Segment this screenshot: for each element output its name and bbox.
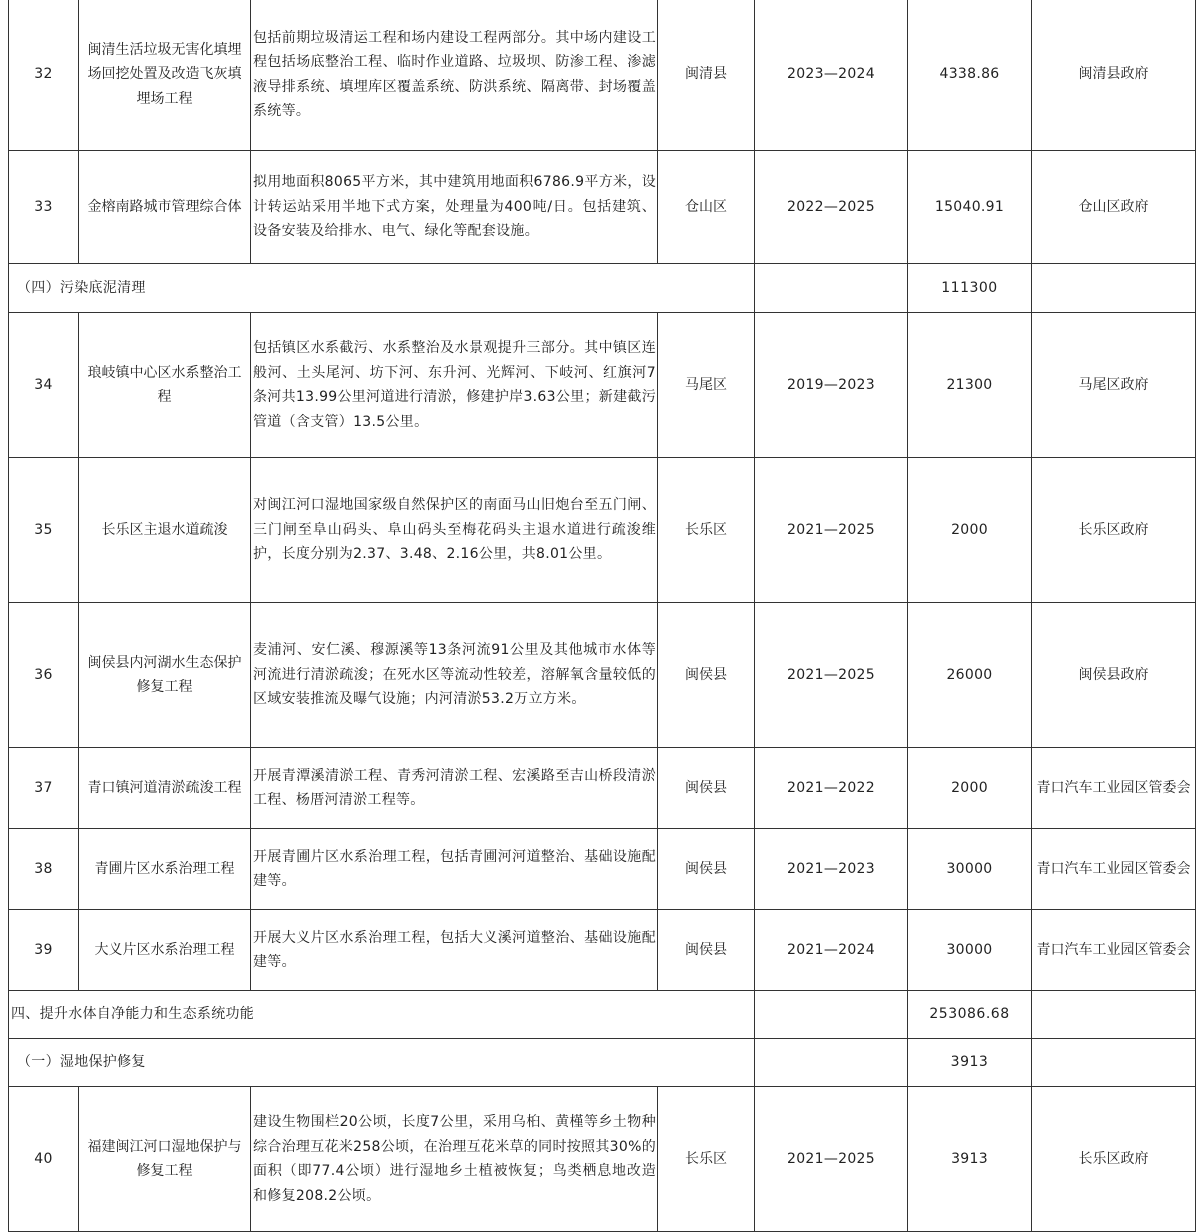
project-location: 闽侯县: [658, 748, 755, 829]
project-period: 2021—2023: [755, 829, 908, 910]
table-row: [9, 910, 1196, 991]
table-row: [9, 458, 1196, 603]
empty-cell: [755, 991, 908, 1039]
table-row: [9, 313, 1196, 458]
row-number: 38: [9, 829, 79, 910]
subsection-investment: 3913: [908, 1039, 1032, 1087]
section-investment: 253086.68: [908, 991, 1032, 1039]
project-investment: 26000: [908, 603, 1032, 748]
project-description: 麦浦河、安仁溪、穆源溪等13条河流91公里及其他城市水体等河流进行清淤疏浚；在死水区等流动性较差，溶解氧含量较低的区域安装推流及曝气设施；内河清淤53.2万立方米。: [251, 603, 658, 748]
table-row: [9, 748, 1196, 829]
project-period: 2021—2025: [755, 603, 908, 748]
project-table: [8, 0, 1196, 1232]
project-investment: 15040.91: [908, 151, 1032, 264]
project-description: 开展青圃片区水系治理工程，包括青圃河河道整治、基础设施配建等。: [251, 829, 658, 910]
project-location: 马尾区: [658, 313, 755, 458]
project-name: 福建闽江河口湿地保护与修复工程: [79, 1087, 251, 1232]
project-location: 仓山区: [658, 151, 755, 264]
empty-cell: [1032, 264, 1196, 313]
project-name: 大义片区水系治理工程: [79, 910, 251, 991]
project-name: 金榕南路城市管理综合体: [79, 151, 251, 264]
project-investment: 2000: [908, 458, 1032, 603]
subsection-row: [9, 264, 1196, 313]
project-period: 2021—2025: [755, 1087, 908, 1232]
empty-cell: [755, 264, 908, 313]
project-location: 闽侯县: [658, 910, 755, 991]
project-location: 闽清县: [658, 0, 755, 151]
project-period: 2021—2022: [755, 748, 908, 829]
responsible-unit: 青口汽车工业园区管委会: [1032, 748, 1196, 829]
table-row: [9, 603, 1196, 748]
project-description: 包括镇区水系截污、水系整治及水景观提升三部分。其中镇区连般河、土头尾河、坊下河、东升河、光辉河、下岐河、红旗河7条河共13.99公里河道进行清淤，修建护岸3.63公里；新建截污管道（含支管）13.5公里。: [251, 313, 658, 458]
row-number: 33: [9, 151, 79, 264]
project-period: 2019—2023: [755, 313, 908, 458]
table-row: [9, 1087, 1196, 1232]
responsible-unit: 青口汽车工业园区管委会: [1032, 829, 1196, 910]
project-investment: 30000: [908, 829, 1032, 910]
subsection-title: （四）污染底泥清理: [9, 264, 755, 313]
responsible-unit: 青口汽车工业园区管委会: [1032, 910, 1196, 991]
subsection-investment: 111300: [908, 264, 1032, 313]
project-name: 青圃片区水系治理工程: [79, 829, 251, 910]
table-row: [9, 0, 1196, 151]
project-investment: 3913: [908, 1087, 1032, 1232]
project-description: 建设生物围栏20公顷，长度7公里，采用乌桕、黄槿等乡土物种综合治理互花米258公顷，在治理互花米草的同时按照其30%的面积（即77.4公顷）进行湿地乡土植被恢复；鸟类栖息地改造和修复208.2公顷。: [251, 1087, 658, 1232]
project-investment: 21300: [908, 313, 1032, 458]
project-name: 闽侯县内河湖水生态保护修复工程: [79, 603, 251, 748]
project-description: 对闽江河口湿地国家级自然保护区的南面马山旧炮台至五门闸、三门闸至阜山码头、阜山码头至梅花码头主退水道进行疏浚维护，长度分别为2.37、3.48、2.16公里，共8.01公里。: [251, 458, 658, 603]
empty-cell: [1032, 991, 1196, 1039]
project-investment: 2000: [908, 748, 1032, 829]
table-row: [9, 829, 1196, 910]
project-name: 闽清生活垃圾无害化填埋场回挖处置及改造飞灰填埋场工程: [79, 0, 251, 151]
project-location: 闽侯县: [658, 829, 755, 910]
empty-cell: [755, 1039, 908, 1087]
row-number: 32: [9, 0, 79, 151]
responsible-unit: 长乐区政府: [1032, 1087, 1196, 1232]
project-description: 开展大义片区水系治理工程，包括大义溪河道整治、基础设施配建等。: [251, 910, 658, 991]
project-description: 开展青潭溪清淤工程、青秀河清淤工程、宏溪路至吉山桥段清淤工程、杨厝河清淤工程等。: [251, 748, 658, 829]
project-investment: 4338.86: [908, 0, 1032, 151]
project-investment: 30000: [908, 910, 1032, 991]
row-number: 34: [9, 313, 79, 458]
subsection-row: [9, 1039, 1196, 1087]
subsection-title: （一）湿地保护修复: [9, 1039, 755, 1087]
row-number: 39: [9, 910, 79, 991]
project-name: 琅岐镇中心区水系整治工程: [79, 313, 251, 458]
project-period: 2022—2025: [755, 151, 908, 264]
project-description: 拟用地面积8065平方米，其中建筑用地面积6786.9平方米，设计转运站采用半地下式方案，处理量为400吨/日。包括建筑、设备安装及给排水、电气、绿化等配套设施。: [251, 151, 658, 264]
table-row: [9, 151, 1196, 264]
row-number: 35: [9, 458, 79, 603]
row-number: 40: [9, 1087, 79, 1232]
project-name: 青口镇河道清淤疏浚工程: [79, 748, 251, 829]
responsible-unit: 闽侯县政府: [1032, 603, 1196, 748]
section-row: [9, 991, 1196, 1039]
project-location: 长乐区: [658, 458, 755, 603]
project-name: 长乐区主退水道疏浚: [79, 458, 251, 603]
project-location: 长乐区: [658, 1087, 755, 1232]
responsible-unit: 仓山区政府: [1032, 151, 1196, 264]
responsible-unit: 马尾区政府: [1032, 313, 1196, 458]
project-description: 包括前期垃圾清运工程和场内建设工程两部分。其中场内建设工程包括场底整治工程、临时作业道路、垃圾坝、防渗工程、渗滤液导排系统、填埋库区覆盖系统、防洪系统、隔离带、封场覆盖系统等。: [251, 0, 658, 151]
project-period: 2021—2025: [755, 458, 908, 603]
project-period: 2023—2024: [755, 0, 908, 151]
row-number: 36: [9, 603, 79, 748]
responsible-unit: 闽清县政府: [1032, 0, 1196, 151]
empty-cell: [1032, 1039, 1196, 1087]
responsible-unit: 长乐区政府: [1032, 458, 1196, 603]
project-period: 2021—2024: [755, 910, 908, 991]
project-location: 闽侯县: [658, 603, 755, 748]
section-title: 四、提升水体自净能力和生态系统功能: [9, 991, 755, 1039]
row-number: 37: [9, 748, 79, 829]
